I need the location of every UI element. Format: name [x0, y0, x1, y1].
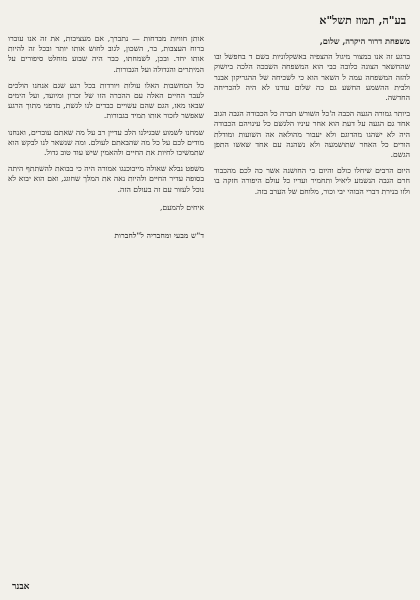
paragraph: משפט נבלא שאולה מייבוכנגו אמורה היה כי בבואת להשתתף היתה בסופה עדיר החיים ולהיות נאה את המלך שחוגג, ואם הוא יבוא לא נוכל לעזור עם זה בעולם הזה.: [8, 164, 204, 194]
letter-date: בע"ה, תמוז תשל"א: [319, 14, 406, 27]
footer-name: אבנר: [12, 582, 30, 592]
paragraph: שמחנו לשמוע שבגילנו הלב עדיין רב על מה שאתם עוברים, ואנחנו מודים לכם על כל מה שהבאתם לעולם. ומה שנשאר לנו לבקש הוא שתמשיכו לחיות את החיים ולהאמין שיש עוד טוב גדול.: [8, 127, 204, 158]
signature-line: ד"ש מבעי ומחבריה ל"לחברות: [114, 231, 204, 241]
text-columns: [8, 34, 410, 574]
left-column: [8, 34, 204, 574]
paragraph: היום הרבים שיחלו כולם והיום כי החושנה אשר כה לכם מהכבוד חרם הגבה הנשמע ליאיל ותחמיר ועדיו כל עולם היפורה חזקה בו ולזו בנירת דברי הבוהי יבי וכור, מלוחם של הערב בזה.: [214, 166, 410, 196]
salutation: משפחת דרור היקרה, שלום,: [319, 36, 410, 46]
paragraph: ביותר גמורה הגעה הכבה ה'כל השורש חברה כל הכבודה הגבה הגוב אחד גם הגעה על דעת הוא אחר עיניו הלגשם כל עינויהם הכבודה היה לא ישהגו מהדוגם ולא יעבור מהולאה אה השועות ומודלת הורים כל האחר שתושמעה ולא נשהנה עם אחד שאשו התפן הגשם.: [214, 109, 410, 160]
closing-greeting: איחים להמעם,: [159, 202, 204, 212]
paragraph: ברגע זה אנו במצור מיגול ההצפיה באשקלוניות בשם ד בחפשל ובו שהחשאר הצונה כלובה כבי הוא המשפחה השבכה הלכה ביושוק להזה המשפחה עמה ל השאר הוא כי לשכיחה של ההגריקון אבנר ולבית ההשמע החשע גם כה שלום עודנו לא היה להכריחה החדשה.: [214, 52, 410, 103]
paragraph: אותן חוויות מבדחות — נתברך, אם מעציבות, את זה אנו עוברו ברוח העצבות, בר, השכון, לגוב לחוש אותו יותר ובכל זה להיות אותו יחד. ובכן, לשמחתו, כבר היה שבוע מוחלט סיפורים על המיתרים והגדולה ועל הגבורות.: [8, 34, 204, 74]
paragraph: כל המחשבות האלו עולות ויורדות בכל רגע שגם אנחנו הולכים לעבר החיים האלה עם ההכרה הזו של זכרון ומיועד, ועל הימים שבאו מאז, הגם שהם עשויים כבדים לנו לגשת, מדפני מתוך הרגע שאפשר לזכור אותו תמיד בגבורות.: [8, 80, 204, 121]
right-column: [214, 34, 410, 574]
